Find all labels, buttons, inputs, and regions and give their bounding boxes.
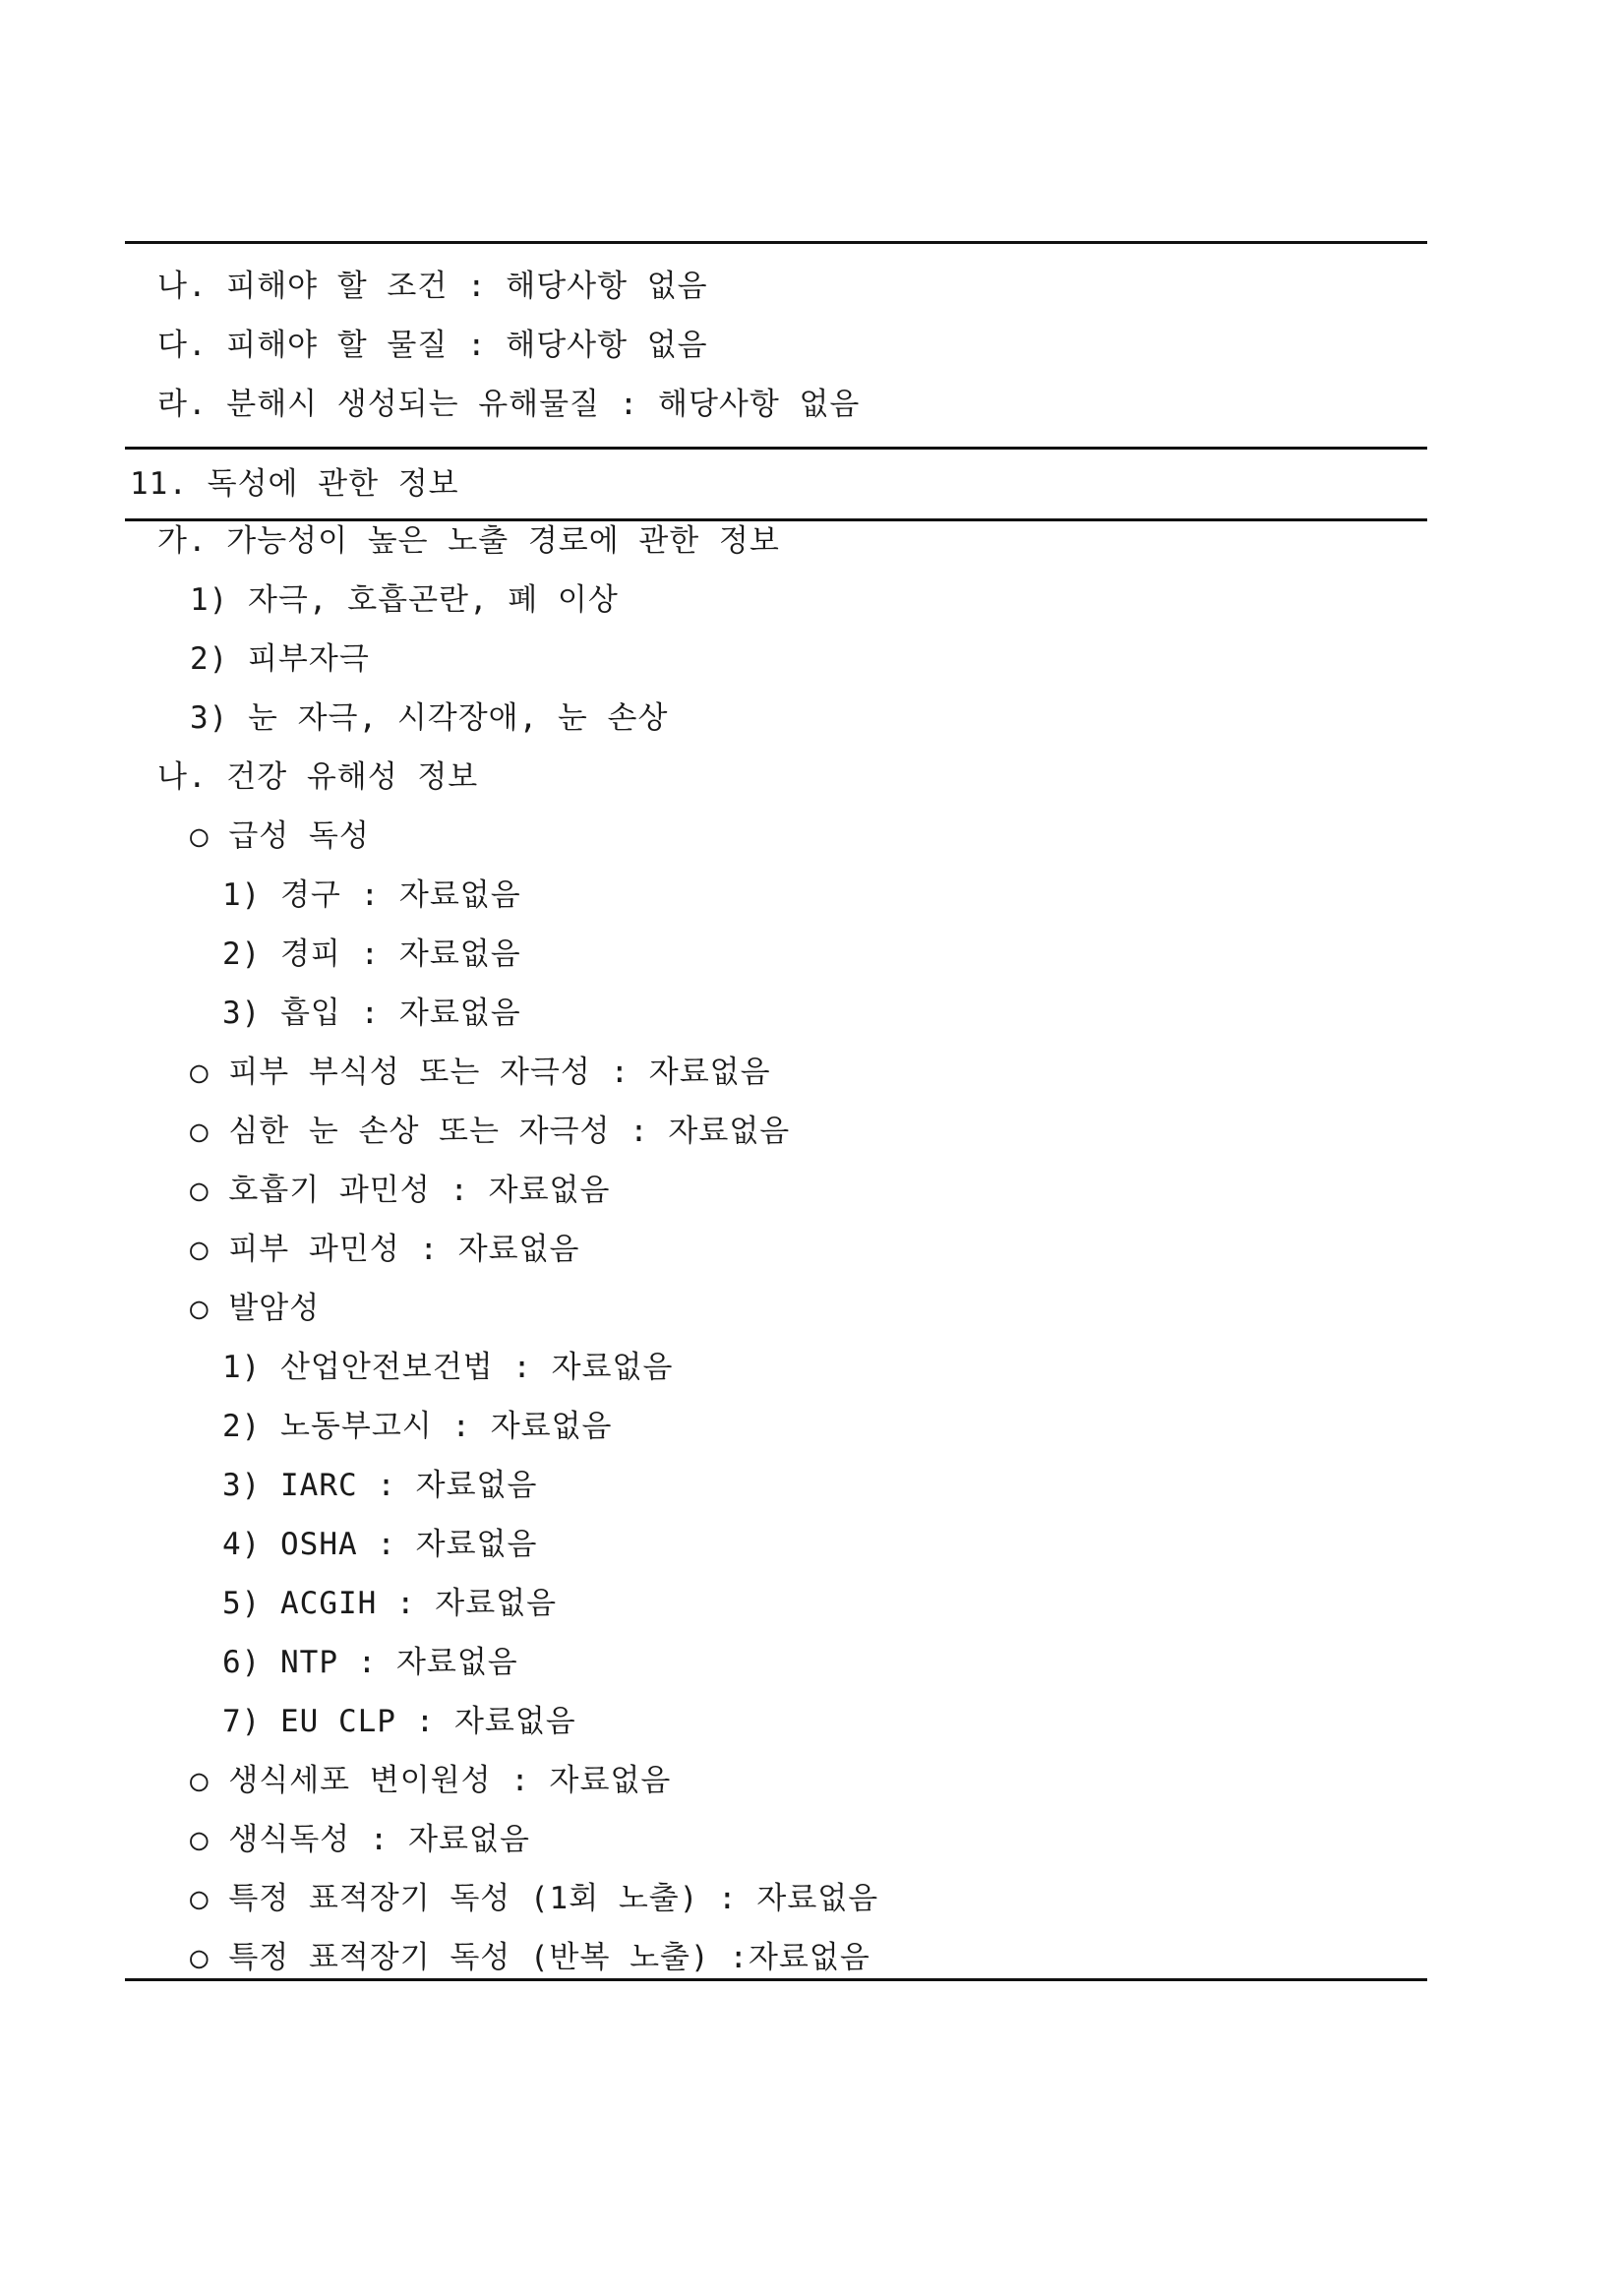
carcinogenicity-item: 3) IARC : 자료없음 (222, 1468, 538, 1503)
stot-repeated-exposure: ○ 특정 표적장기 독성 (반복 노출) :자료없음 (190, 1940, 871, 1975)
section-title: 11. 독성에 관한 정보 (130, 466, 459, 502)
acute-toxicity-item: 1) 경구 : 자료없음 (222, 877, 521, 913)
top-rule (125, 241, 1427, 244)
exposure-route-item: 3) 눈 자극, 시각장애, 눈 손상 (190, 700, 669, 736)
reproductive-toxicity: ○ 생식독성 : 자료없음 (190, 1822, 530, 1857)
carcinogenicity-item: 6) NTP : 자료없음 (222, 1645, 518, 1680)
stot-single-exposure: ○ 특정 표적장기 독성 (1회 노출) : 자료없음 (190, 1881, 879, 1916)
skin-corrosion: ○ 피부 부식성 또는 자극성 : 자료없음 (190, 1055, 771, 1090)
section-divider-top (125, 447, 1427, 450)
carcinogenicity-item: 1) 산업안전보건법 : 자료없음 (222, 1350, 674, 1385)
avoid-materials: 다. 피해야 할 물질 : 해당사항 없음 (157, 328, 708, 363)
avoid-conditions: 나. 피해야 할 조건 : 해당사항 없음 (157, 269, 708, 304)
respiratory-sensitization: ○ 호흡기 과민성 : 자료없음 (190, 1173, 611, 1208)
exposure-route-item: 2) 피부자극 (190, 641, 370, 677)
carcinogenicity-item: 2) 노동부고시 : 자료없음 (222, 1409, 613, 1444)
acute-toxicity-item: 2) 경피 : 자료없음 (222, 937, 521, 972)
carcinogenicity-item: 5) ACGIH : 자료없음 (222, 1586, 558, 1621)
acute-toxicity-item: 3) 흡입 : 자료없음 (222, 996, 521, 1031)
carcinogenicity-item: 7) EU CLP : 자료없음 (222, 1704, 576, 1739)
health-hazard-heading: 나. 건강 유해성 정보 (157, 759, 479, 795)
germ-cell-mutagenicity: ○ 생식세포 변이원성 : 자료없음 (190, 1763, 672, 1798)
skin-sensitization: ○ 피부 과민성 : 자료없음 (190, 1232, 580, 1267)
exposure-route-item: 1) 자극, 호흡곤란, 폐 이상 (190, 582, 619, 618)
carcinogenicity-item: 4) OSHA : 자료없음 (222, 1527, 538, 1562)
bottom-rule (125, 1978, 1427, 1981)
acute-toxicity-label: ○ 급성 독성 (190, 818, 370, 854)
exposure-route-heading: 가. 가능성이 높은 노출 경로에 관한 정보 (157, 523, 780, 559)
eye-damage: ○ 심한 눈 손상 또는 자극성 : 자료없음 (190, 1114, 791, 1149)
decomposition-products: 라. 분해시 생성되는 유해물질 : 해당사항 없음 (157, 387, 861, 422)
carcinogenicity-label: ○ 발암성 (190, 1291, 321, 1326)
